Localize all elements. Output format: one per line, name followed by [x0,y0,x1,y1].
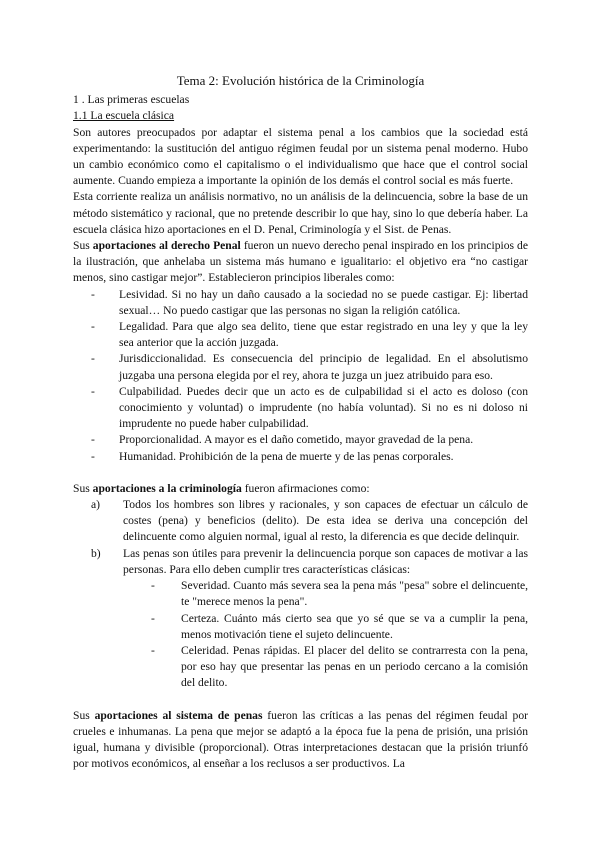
spacer [73,692,528,708]
crimino-paragraph [73,481,528,497]
list-item-a [87,497,528,546]
list-marker: a) [91,498,101,512]
intro-paragraph: Son autores preocupados por adaptar el sistema penal a los cambios que la sociedad está experimentando: la sustitución del antiguo régimen feudal por un sistema penal moderno. Hubo un cambio económico como el capitalismo o el individualismo que hace que el control social aumente. Cuando empieza a importante la opinión de los demás el control social es más fuerte. [73,125,528,188]
list-marker: b) [91,546,101,560]
list-item: - Culpabilidad. Puedes decir que un acto es de culpabilidad si el acto es doloso (con conocimiento y voluntad) o imprudente (no había voluntad). Si no es ni doloso ni imprudente no puede haber culpabilidad. [87,384,528,433]
list-item: - Proporcionalidad. A mayor es el daño cometido, mayor gravedad de la pena. [87,432,528,448]
penas-lead: Sus [73,708,90,722]
list-item: - Lesividad. Si no hay un daño causado a la sociedad no se puede castigar. Ej: libertad sexual… No puedo castigar que las personas no sigan la religión católica. [87,287,528,319]
penas-rest: fueron las críticas a las penas del régimen feudal por crueles e inhumanas. La pena que mejor se adaptó a la época fue la pena de prisión, una prisión igual, humana y divisible (proporcional). Otras interpretaciones destacan que la prisión triunfó por motivos económicos, al enseñar a los reclusos a ser productivos. La [73,708,528,771]
analysis-paragraph: Esta corriente realiza un análisis normativo, no un análisis de la delincuencia, sobre la base de un método sistemático y racional, que no pretende describir lo que hay, sino lo que debería haber. La escuela clásica hizo aportaciones en el D. Penal, Criminología y el Sist. de Penas. [73,190,528,236]
list-item: - Jurisdiccionalidad. Es consecuencia del principio de legalidad. En el absolutismo juzgaba una persona elegida por el rey, ahora te juzga un juez atribuido para eso. [87,351,528,383]
penas-paragraph [73,708,528,773]
crimino-list [73,497,528,691]
penal-rest: fueron un nuevo derecho penal inspirado en los principios de la ilustración, que anhelaba un sistema más humano e igualitario: el objetivo era “no castigar menos, sino castigar mejor”. Establecieron principios liberales como: [73,239,528,285]
document-title: Tema 2: Evolución histórica de la Criminología [176,73,425,88]
list-item: - Humanidad. Prohibición de la pena de muerte y de las penas corporales. [87,449,528,465]
crimino-rest: fueron afirmaciones como: [244,481,370,495]
list-item: - Legalidad. Para que algo sea delito, tiene que estar registrado en una ley y que la ley sea anterior que la acción juzgada. [87,319,528,351]
penal-principles-list [73,287,528,465]
list-text: Las penas son útiles para prevenir la delincuencia porque son capaces de motivar a las personas. Para ello deben cumplir tres características clásicas: [123,546,528,576]
crimino-lead: Sus [73,481,90,495]
section-heading: 1 . Las primeras escuelas [73,93,190,107]
penal-paragraph [73,238,528,287]
spacer [73,465,528,481]
penas-bold: aportaciones al sistema de penas [94,708,263,722]
penal-bold: aportaciones al derecho Penal [92,239,241,253]
sub-list-item: - Certeza. Cuánto más cierto sea que yo sé que se va a cumplir la pena, menos motivación tiene el sujeto delincuente. [145,611,528,643]
subsection-heading: 1.1 La escuela clásica [73,109,175,123]
sub-list-item: - Celeridad. Penas rápidas. El placer del delito se contrarresta con la pena, por eso hay que presentar las penas en un periodo cercano a la comisión del delito. [145,643,528,692]
penalty-characteristics-list [123,578,528,691]
crimino-bold: aportaciones a la criminología [92,481,242,495]
list-text: Todos los hombres son libres y racionales, y son capaces de efectuar un cálculo de costes (pena) y beneficios (delito). De esta idea se deriva una concepción del delincuente como alguien normal, igual al resto, la diferencia es que decide delinquir. [123,498,528,544]
list-item-b [87,546,528,692]
penal-lead: Sus [73,239,90,253]
sub-list-item: - Severidad. Cuanto más severa sea la pena más "pesa" sobre el delincuente, te "merece menos la pena". [145,578,528,610]
